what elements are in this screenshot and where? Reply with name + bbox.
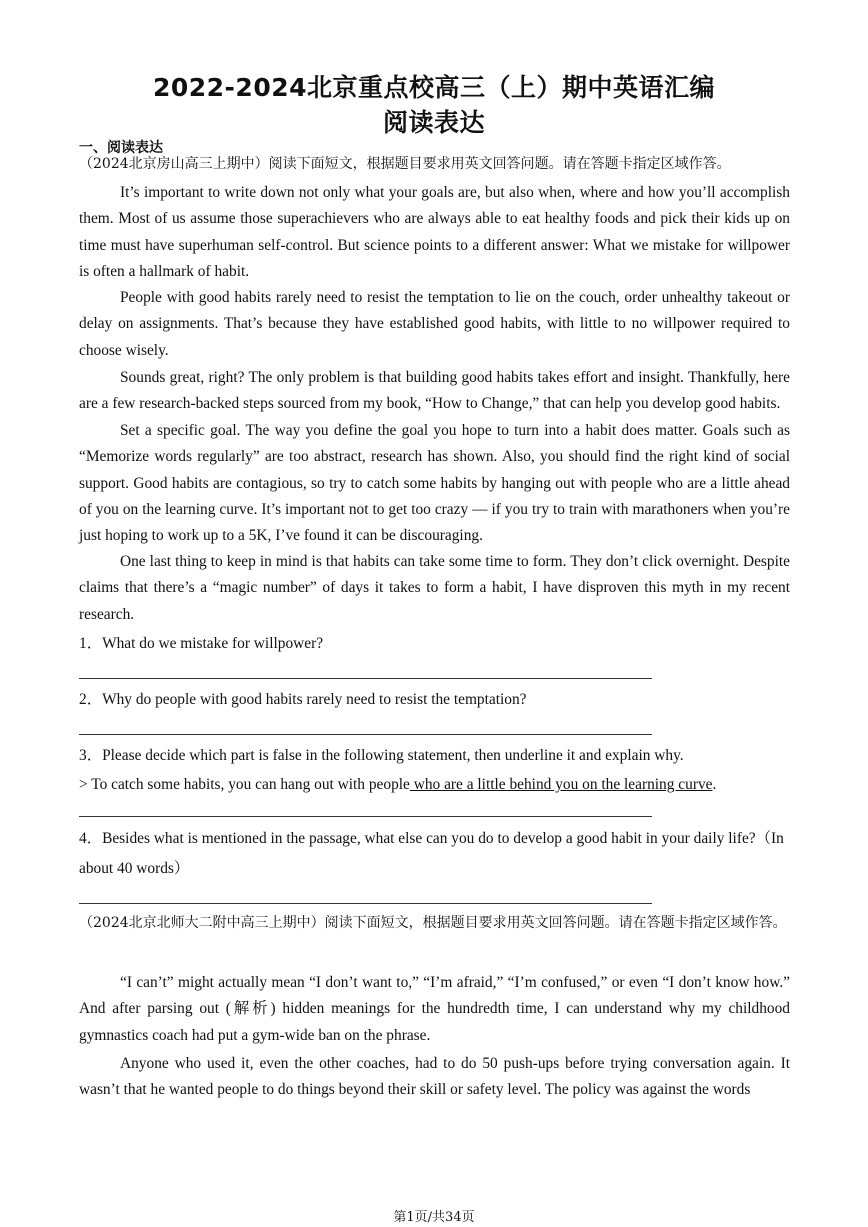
question-3: 3．Please decide which part is false in the following statement, then underline it and explain why. [79, 747, 684, 764]
passage-paragraph: Anyone who used it, even the other coaches, had to do 50 push-ups before trying conversation again. It wasn’t that he wanted people to do things beyond their skill or safety level. The policy was against the words [79, 1055, 790, 1099]
answer-line[interactable] [79, 678, 652, 679]
document-subtitle: 阅读表达 [382, 108, 485, 137]
document-title: 2022-2024北京重点校高三（上）期中英语汇编 [152, 73, 716, 102]
underlined-text: who are a little behind you on the learning curve [409, 776, 713, 793]
passage-paragraph: “I can’t” might actually mean “I don’t want to,” “I’m afraid,” “I’m confused,” or even “I don’t know how.” And after parsing out (解析) hidden meanings for the hundredth time, I can understand why my childhood gymnastics coach had put a gym-wide ban on the phrase. [79, 974, 790, 1044]
answer-line[interactable] [79, 903, 652, 904]
passage-source-note: （2024北京房山高三上期中）阅读下面短文，根据题目要求用英文回答问题。请在答题卡指定区域作答。 [79, 156, 731, 172]
question-2: 2．Why do people with good habits rarely need to resist the temptation? [79, 691, 527, 708]
statement-end: . [712, 776, 717, 793]
question-4: 4．Besides what is mentioned in the passage, what else can you do to develop a good habit in your daily life?（In [79, 830, 784, 847]
answer-line[interactable] [79, 816, 652, 817]
passage-source-note: （2024北京北师大二附中高三上期中）阅读下面短文，根据题目要求用英文回答问题。请在答题卡指定区域作答。 [79, 915, 787, 931]
passage-paragraph: Sounds great, right? The only problem is that building good habits takes effort and insight. Thankfully, here are a few research-backed steps sourced from my book, “How to Change,” that can help you develop good habits. [79, 369, 790, 413]
section-heading: 一、阅读表达 [79, 140, 163, 156]
answer-line[interactable] [79, 734, 652, 735]
question-3-statement [79, 770, 790, 799]
passage-paragraph: One last thing to keep in mind is that habits can take some time to form. They don’t click overnight. Despite claims that there’s a “magic number” of days it takes to form a habit, I have disproven this myth in my recent research. [79, 553, 790, 623]
passage-paragraph: It’s important to write down not only what your goals are, but also when, where and how you’ll accomplish them. Most of us assume those superachievers who are always able to eat healthy foods and pick their kids up on time must have superhuman self-control. But science points to a different answer: What we mistake for willpower is often a hallmark of habit. [79, 184, 790, 280]
question-4-continued: about 40 words） [79, 860, 190, 877]
page-number: 第1页/共34页 [393, 1210, 475, 1225]
passage-paragraph: Set a specific goal. The way you define the goal you hope to turn into a habit does matter. Goals such as “Memorize words regularly” are too abstract, research has shown. Also, you should find the right kind of social support. Good habits are contagious, so try to catch some habits by hanging out with people who are a little ahead of you on the learning curve. It’s important not to get too crazy — if you try to train with marathoners when you’re just hoping to work up to a 5K, I’ve found it can be discouraging. [79, 422, 790, 545]
statement-text: > To catch some habits, you can hang out with people [79, 776, 410, 793]
question-1: 1．What do we mistake for willpower? [79, 635, 324, 652]
passage-paragraph: People with good habits rarely need to resist the temptation to lie on the couch, order unhealthy takeout or delay on assignments. That’s because they have established good habits, with little to no willpower required to choose wisely. [79, 289, 790, 359]
